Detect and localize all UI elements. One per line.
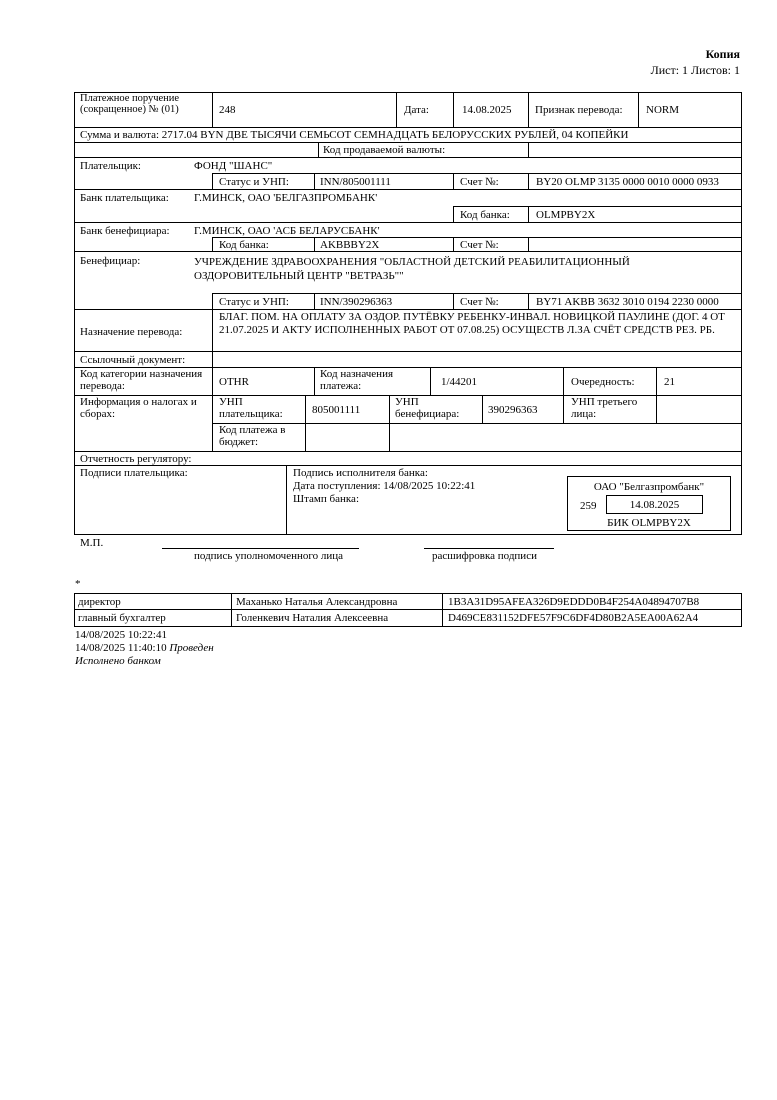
signer-hash: D469CE831152DFE57F9C6DF4D80B2A5EA00A62A4 xyxy=(448,612,699,624)
benef-name: УЧРЕЖДЕНИЕ ЗДРАВООХРАНЕНИЯ "ОБЛАСТНОЙ ДЕТСКИЙ РЕАБИЛИТАЦИОННЫЙ ОЗДОРОВИТЕЛЬНЫЙ ЦЕНТР "ВЕТРАЗЬ"" xyxy=(194,256,630,282)
sheet-info: Лист: 1 Листов: 1 xyxy=(650,63,740,77)
signer-role: главный бухгалтер xyxy=(78,612,166,624)
log-line-2-time: 14/08/2025 11:40:10 xyxy=(75,642,167,654)
payment-code-value: 1/44201 xyxy=(441,376,478,388)
third-unp-label: УНП третьего лица: xyxy=(571,396,638,420)
log-line-2 xyxy=(75,642,214,654)
payer-name: ФОНД "ШАНС" xyxy=(194,160,273,172)
benef-bank-code: AKBBBY2X xyxy=(320,239,380,251)
date-label: Дата: xyxy=(404,104,429,116)
stamp-bank-name: ОАО "Белгазпромбанк" xyxy=(593,481,705,493)
budget-code-label: Код платежа в бюджет: xyxy=(219,424,286,448)
stamp-number: 259 xyxy=(580,500,597,512)
regulator-label: Отчетность регулятору: xyxy=(80,453,192,465)
signer-name: Маханько Наталья Александровна xyxy=(236,596,398,608)
benef-account: BY71 AKBB 3632 3010 0194 2230 0000 xyxy=(536,296,719,308)
payer-bank-label: Банк плательщика: xyxy=(80,192,169,204)
sold-currency-label: Код продаваемой валюты: xyxy=(323,144,446,156)
payer-bank-code-label: Код банка: xyxy=(460,209,510,221)
ref-doc-label: Ссылочный документ: xyxy=(80,354,186,366)
purpose-text: БЛАГ. ПОМ. НА ОПЛАТУ ЗА ОЗДОР. ПУТЁВКУ РЕБЕНКУ-ИНВАЛ. НОВИЦКОЙ ПАУЛИНЕ (ДОГ. 4 ОТ 21.07.2025 И АКТУ ИСПОЛНЕННЫХ РАБОТ ОТ 07.08.25) ОСУЩЕСТВ Л.ЗА СЧЁТ СРЕДСТВ РЕЗ. РБ. xyxy=(219,311,725,336)
payer-bank-code: OLMPBY2X xyxy=(536,209,596,221)
benef-unp2-label: УНП бенефициара: xyxy=(395,396,460,420)
log-line-3: Исполнено банком xyxy=(75,655,161,667)
signer-name: Голенкевич Наталия Алексеевна xyxy=(236,612,389,624)
order-date: 14.08.2025 xyxy=(462,104,512,116)
transfer-sign-label: Признак перевода: xyxy=(535,104,623,116)
decode-caption: расшифровка подписи xyxy=(432,550,537,562)
payer-unp2-label: УНП плательщика: xyxy=(219,396,283,420)
order-number: 248 xyxy=(219,104,236,116)
payer-unp2-value: 805001111 xyxy=(312,404,361,416)
payer-signs-label: Подписи плательщика: xyxy=(80,467,188,479)
benef-bank: Г.МИНСК, ОАО 'АСБ БЕЛАРУСБАНК' xyxy=(194,225,380,237)
payment-code-label: Код назначения платежа: xyxy=(320,368,394,392)
asterisk: * xyxy=(75,578,81,590)
received-label: Дата поступления: 14/08/2025 10:22:41 xyxy=(293,480,476,492)
signer-role: директор xyxy=(78,596,121,608)
order-title-label: Платежное поручение (сокращенное) № (01) xyxy=(80,93,180,115)
payer-status-unp-label: Статус и УНП: xyxy=(219,176,289,188)
signer-hash: 1B3A31D95AFEA326D9EDDD0B4F254A04894707B8 xyxy=(448,596,700,608)
benef-unp: INN/390296363 xyxy=(320,296,393,308)
benef-account-label: Счет №: xyxy=(460,296,499,308)
tax-info-label: Информация о налогах и сборах: xyxy=(80,396,197,420)
stamp-bik: БИК OLMPBY2X xyxy=(607,517,691,529)
mp-label: М.П. xyxy=(80,537,104,549)
purpose-label: Назначение перевода: xyxy=(80,326,183,338)
payer-account: BY20 OLMP 3135 0000 0010 0000 0933 xyxy=(536,176,719,188)
amount-line: Сумма и валюта: 2717.04 BYN ДВЕ ТЫСЯЧИ СЕМЬСОТ СЕМНАДЦАТЬ БЕЛОРУССКИХ РУБЛЕЙ, 04 КОПЕЙКИ xyxy=(80,129,629,141)
stamp-date: 14.08.2025 xyxy=(629,499,680,511)
benef-bank-code-label: Код банка: xyxy=(219,239,269,251)
category-label: Код категории назначения перевода: xyxy=(80,368,203,392)
stamp-label: Штамп банка: xyxy=(293,493,359,505)
payer-bank: Г.МИНСК, ОАО 'БЕЛГАЗПРОМБАНК' xyxy=(194,192,378,204)
benef-bank-account-label: Счет №: xyxy=(460,239,499,251)
category-value: OTHR xyxy=(219,376,249,388)
benef-bank-label: Банк бенефициара: xyxy=(80,225,170,237)
bank-signer-label: Подпись исполнителя банка: xyxy=(293,467,428,479)
priority-value: 21 xyxy=(664,376,675,388)
priority-label: Очередность: xyxy=(571,376,635,388)
payer-unp: INN/805001111 xyxy=(320,176,391,188)
log-line-2-status: Проведен xyxy=(169,642,214,654)
benef-status-unp-label: Статус и УНП: xyxy=(219,296,289,308)
sign-caption: подпись уполномоченного лица xyxy=(194,550,343,562)
benef-label: Бенефициар: xyxy=(80,255,141,267)
benef-unp2-value: 390296363 xyxy=(488,404,538,416)
payer-account-label: Счет №: xyxy=(460,176,499,188)
payer-label: Плательщик: xyxy=(80,160,141,172)
transfer-sign: NORM xyxy=(646,104,680,116)
log-line-1: 14/08/2025 10:22:41 xyxy=(75,629,167,641)
copy-label: Копия xyxy=(705,47,740,61)
